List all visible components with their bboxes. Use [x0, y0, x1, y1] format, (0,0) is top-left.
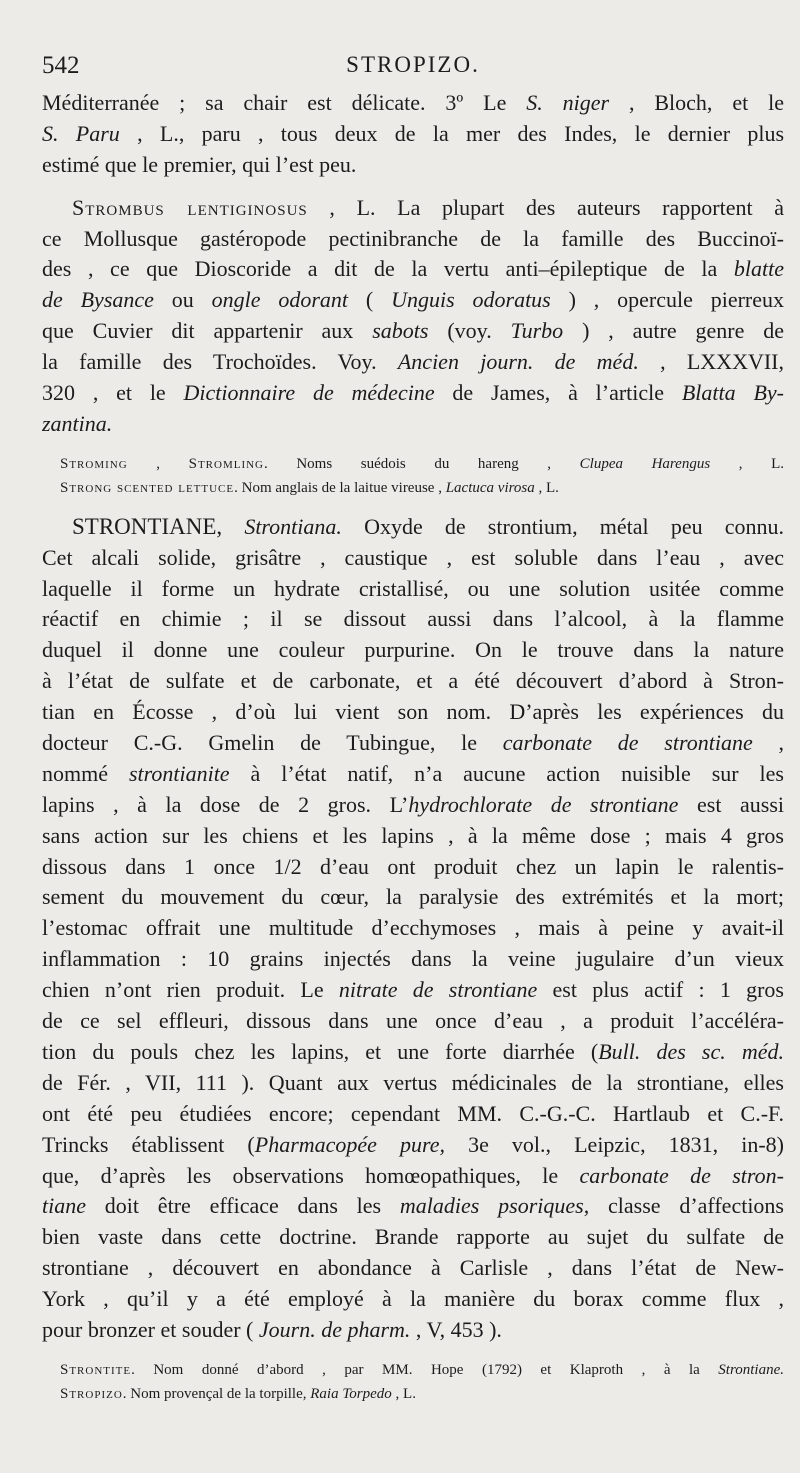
- minor-entries: [42, 1358, 784, 1406]
- text-line: [42, 852, 784, 883]
- text-line: [42, 1006, 784, 1037]
- text-run: . Nom anglais de la laitue vireuse ,: [234, 479, 446, 496]
- text-run: Strontiana.: [244, 513, 342, 539]
- text-run: . Noms suédois du hareng ,: [264, 455, 580, 472]
- text-run: , classe d’affections: [583, 1193, 784, 1219]
- text-run: réactif en chimie ; il se dissout aussi dans l’alcool, à la flamme: [42, 606, 784, 632]
- text-run: pour bronzer et souder (: [42, 1316, 259, 1342]
- text-run: Méditerranée ; sa chair est délicate. 3º Le: [42, 90, 527, 115]
- text-run: sabots: [372, 318, 429, 344]
- text-run: S. Paru: [42, 120, 120, 146]
- text-run: maladies psoriques: [399, 1193, 584, 1219]
- text-run: Unguis odoratus: [391, 287, 551, 313]
- text-run: Dictionnaire de médecine: [183, 380, 435, 406]
- text-run: (voy.: [428, 318, 511, 344]
- running-head: STROPIZO.: [346, 52, 480, 77]
- text-run: , L. La plupart des auteurs rapportent à: [307, 194, 784, 220]
- text-line: [42, 316, 784, 347]
- text-run: S. niger: [526, 90, 610, 115]
- text-line: [42, 1130, 784, 1161]
- text-run: la famille des Trochoïdes. Voy.: [42, 349, 398, 375]
- text-run: estimé que le premier, qui l’est peu.: [42, 151, 357, 177]
- text-line: [42, 821, 784, 852]
- text-line: [42, 574, 784, 605]
- page-header: [42, 52, 784, 86]
- text-run: à l’état de sulfate et de carbonate, et a été découvert d’abord à Stron-: [42, 668, 784, 694]
- text-run: de James, à l’article: [434, 380, 682, 406]
- text-line: [42, 1382, 784, 1406]
- text-run: Bull. des sc. méd.: [598, 1038, 784, 1064]
- text-run: , LXXXVII,: [638, 349, 784, 375]
- text-line: [42, 728, 784, 759]
- text-line: [42, 1315, 784, 1346]
- text-line: [42, 1037, 784, 1068]
- text-run: Stropizo: [60, 1385, 123, 1402]
- text-run: inflammation : 10 grains injectés dans la veine jugulaire d’un vieux: [42, 946, 784, 972]
- text-line: [42, 1161, 784, 1192]
- text-line: [42, 347, 784, 378]
- text-run: nitrate de strontiane: [338, 977, 538, 1003]
- entry-paragraph: [42, 88, 784, 181]
- text-run: Cet alcali solide, grisâtre , caustique , est soluble dans l’eau , avec: [42, 544, 784, 570]
- text-line: [42, 193, 784, 224]
- text-line: [42, 88, 784, 119]
- text-line: [42, 913, 784, 944]
- text-run: , L.: [391, 1385, 416, 1402]
- text-run: , L., paru , tous deux de la mer des Indes, le dernier plus: [119, 120, 784, 146]
- text-run: 3e vol., Leipzic, 1831, in-8): [445, 1131, 784, 1157]
- text-line: [42, 666, 784, 697]
- text-line: [42, 1191, 784, 1222]
- text-run: blatte: [733, 256, 784, 282]
- text-run: ,: [752, 730, 784, 756]
- text-line: [42, 224, 784, 255]
- text-run: à l’état natif, n’a aucune action nuisible sur les: [229, 760, 784, 786]
- text-run: ou: [153, 287, 212, 313]
- text-run: carbonate de stron-: [579, 1162, 784, 1188]
- text-run: STRONTIANE,: [72, 513, 223, 539]
- text-run: Strontiane.: [718, 1361, 784, 1378]
- text-run: Stromling: [188, 455, 265, 472]
- text-run: des , ce que Dioscoride a dit de la vertu anti–épileptique de la: [42, 256, 734, 282]
- text-line: [42, 512, 784, 543]
- text-run: duquel il donne une couleur purpurine. On le trouve dans la nature: [42, 637, 784, 663]
- text-run: 320 , et le: [42, 380, 184, 406]
- text-run: Lactuca virosa: [445, 479, 535, 496]
- text-run: l’estomac offrait une multitude d’ecchymoses , mais à peine y avait-il: [42, 915, 784, 941]
- text-line: [42, 697, 784, 728]
- text-run: Blatta By-: [681, 380, 784, 406]
- text-run: Turbo: [510, 318, 564, 344]
- text-line: [42, 409, 784, 440]
- text-line: [42, 378, 784, 409]
- text-line: [42, 285, 784, 316]
- text-line: [42, 543, 784, 574]
- text-run: tion du pouls chez les lapins, et une forte diarrhée (: [42, 1038, 599, 1064]
- text-run: Clupea Harengus: [579, 455, 711, 472]
- text-run: ce Mollusque gastéropode pectinibranche de la famille des Buccinoï-: [42, 225, 784, 251]
- text-run: Pharmacopée pure,: [254, 1131, 446, 1157]
- entry-paragraph: [42, 512, 784, 1346]
- text-run: Trincks établissent (: [42, 1131, 255, 1157]
- text-run: doit être efficace dans les: [86, 1193, 400, 1219]
- text-run: ,: [127, 455, 189, 472]
- entry-paragraph: [42, 193, 784, 440]
- text-line: [42, 119, 784, 150]
- text-line: [42, 476, 784, 500]
- text-run: est aussi: [678, 791, 784, 817]
- text-run: Stroming: [60, 455, 128, 472]
- text-run: Journ. de pharm.: [258, 1316, 411, 1342]
- text-line: [42, 635, 784, 666]
- text-run: [222, 514, 244, 539]
- text-run: Raia Torpedo: [310, 1385, 392, 1402]
- page-number: 542: [42, 52, 80, 79]
- text-run: docteur C.-G. Gmelin de Tubingue, le: [42, 730, 503, 756]
- text-run: ont été peu étudiées encore; cependant MM. C.-G.-C. Hartlaub et C.-F.: [42, 1100, 784, 1126]
- text-line: [42, 882, 784, 913]
- text-run: Ancien journ. de méd.: [397, 349, 639, 375]
- text-run: lapins , à la dose de 2 gros. L’: [42, 791, 409, 817]
- text-line: [42, 1099, 784, 1130]
- text-run: tian en Écosse , d’où lui vient son nom. D’après les expériences du: [42, 699, 784, 725]
- text-run: est plus actif : 1 gros: [537, 977, 784, 1003]
- text-line: [42, 254, 784, 285]
- text-run: hydrochlorate de strontiane: [408, 791, 679, 817]
- text-run: de Bysance: [42, 287, 154, 313]
- text-run: , L.: [710, 455, 784, 472]
- text-run: Oxyde de strontium, métal peu connu.: [341, 513, 784, 539]
- text-run: que, d’après les observations homœopathiques, le: [42, 1162, 580, 1188]
- text-run: , Bloch, et le: [609, 90, 784, 115]
- text-run: laquelle il forme un hydrate cristallisé, ou une solution usitée comme: [42, 575, 784, 601]
- text-line: [42, 1068, 784, 1099]
- text-run: (: [348, 287, 392, 313]
- text-line: [42, 790, 784, 821]
- text-run: que Cuvier dit appartenir aux: [42, 318, 373, 344]
- text-run: carbonate de strontiane: [502, 730, 753, 756]
- text-run: Strontite: [60, 1361, 132, 1378]
- text-run: . Nom donné d’abord , par MM. Hope (1792) et Klaproth , à la: [131, 1361, 719, 1378]
- text-run: bien vaste dans cette doctrine. Brande rapporte au sujet du sulfate de: [42, 1224, 784, 1250]
- text-line: [42, 759, 784, 790]
- text-run: de Fér. , VII, 111 ). Quant aux vertus médicinales de la strontiane, elles: [42, 1069, 784, 1095]
- text-line: [42, 1222, 784, 1253]
- text-run: , V, 453 ).: [410, 1316, 502, 1342]
- text-run: chien n’ont rien produit. Le: [42, 977, 339, 1003]
- text-line: [42, 1358, 784, 1382]
- text-run: sans action sur les chiens et les lapins , à la même dose ; mais 4 gros: [42, 822, 784, 848]
- text-body: [42, 88, 784, 1406]
- text-line: [42, 1284, 784, 1315]
- text-line: [42, 1253, 784, 1284]
- text-run: Strombus lentiginosus: [72, 194, 308, 220]
- text-run: . Nom provençal de la torpille,: [122, 1385, 311, 1402]
- text-run: sement du mouvement du cœur, la paralysie des extrémités et la mort;: [42, 884, 784, 910]
- text-line: [42, 150, 784, 181]
- minor-entries: [42, 452, 784, 500]
- text-line: [42, 975, 784, 1006]
- text-run: de ce sel effleuri, dissous dans une once d’eau , a produit l’accéléra-: [42, 1008, 784, 1034]
- text-run: nommé: [42, 760, 129, 786]
- text-line: [42, 452, 784, 476]
- text-run: York , qu’il y a été employé à la manière du borax comme flux ,: [42, 1286, 784, 1312]
- text-line: [42, 604, 784, 635]
- text-line: [42, 944, 784, 975]
- text-run: , L.: [534, 479, 559, 496]
- text-run: ) , autre genre de: [563, 318, 784, 344]
- text-run: dissous dans 1 once 1/2 d’eau ont produit chez un lapin le ralentis-: [42, 853, 784, 879]
- text-run: strontiane , découvert en abondance à Carlisle , dans l’état de New-: [42, 1255, 784, 1281]
- text-run: ongle odorant: [211, 287, 349, 313]
- text-run: Strong scented lettuce: [60, 479, 235, 496]
- text-run: ) , opercule pierreux: [550, 287, 784, 313]
- text-run: strontianite: [128, 760, 230, 786]
- text-run: zantina.: [42, 410, 113, 436]
- text-run: tiane: [42, 1193, 86, 1219]
